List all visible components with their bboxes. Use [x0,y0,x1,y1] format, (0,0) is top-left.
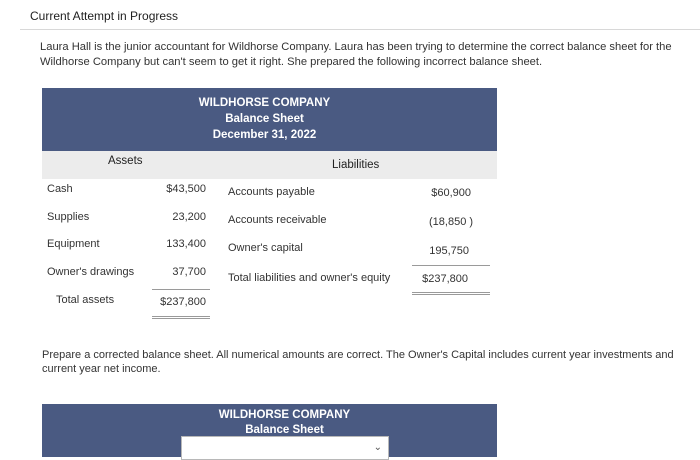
liability-amount: $60,900 [431,187,471,199]
assets-header: Assets [108,155,143,167]
liability-label: Accounts receivable [228,214,327,226]
asset-label: Supplies [47,211,90,223]
total-liab-amount: $237,800 [422,273,468,285]
chevron-down-icon: ⌄ [373,442,382,453]
answer-sheet-title: Balance Sheet [245,424,324,436]
asset-label: Equipment [47,238,100,250]
intro-text: Laura Hall is the junior accountant for Wildhorse Company. Laura has been trying to determine the correct balance sheet for the Wildhorse Company but can't seem to get it right. She prepared the following incorrect balance sheet. [40,41,672,68]
total-assets-label: Total assets [56,294,115,306]
asset-amount: $43,500 [166,183,206,195]
total-double-underline [412,292,490,295]
balance-sheet-header [42,88,497,151]
asset-amount: 23,200 [172,211,206,223]
asset-amount: 37,700 [172,266,206,278]
total-double-underline [152,316,210,319]
sheet-date: December 31, 2022 [212,129,317,141]
liability-amount: 195,750 [429,245,469,257]
asset-label: Cash [47,183,73,195]
answer-company-name: WILDHORSE COMPANY [218,409,351,421]
divider [20,29,700,30]
total-assets-amount: $237,800 [160,296,206,308]
liabilities-header: Liabilities [332,159,380,171]
instruction-text: Prepare a corrected balance sheet. All numerical amounts are correct. The Owner's Capital includes current year investments and current year net income. [42,349,674,375]
liability-label: Owner's capital [228,242,303,254]
company-name: WILDHORSE COMPANY [198,97,331,109]
asset-label: Owner's drawings [47,266,135,278]
sheet-title: Balance Sheet [225,113,304,125]
column-header-row [42,151,497,179]
status-label: Current Attempt in Progress [30,9,179,23]
asset-amount: 133,400 [166,238,206,250]
total-liab-label: Total liabilities and owner's equity [228,272,391,284]
subtotal-underline [412,265,490,266]
subtotal-underline [152,289,210,290]
liability-label: Accounts payable [228,186,315,198]
liability-amount: (18,850 ) [429,216,474,228]
date-dropdown[interactable] [181,436,389,460]
